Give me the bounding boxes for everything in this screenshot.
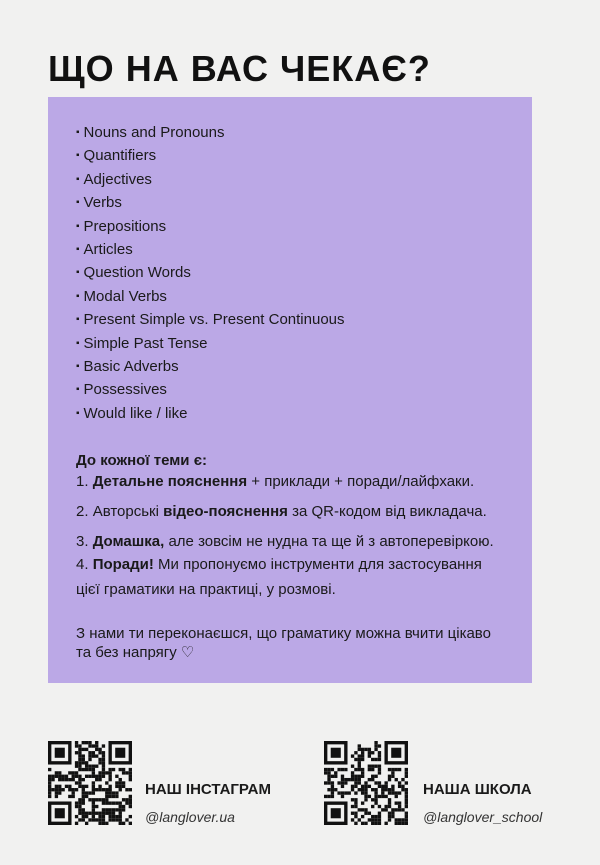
feature-1: 1. Детальне пояснення + приклади + поради/лайфхаки. xyxy=(76,473,475,490)
topic-item: ▪ Simple Past Tense xyxy=(76,334,345,357)
topic-item: ▪ Adjectives xyxy=(76,170,345,193)
topic-item: ▪ Would like / like xyxy=(76,404,345,427)
topic-item: ▪ Quantifiers xyxy=(76,146,345,169)
topic-item: ▪ Verbs xyxy=(76,193,345,216)
content-box xyxy=(48,97,532,683)
topic-item: ▪ Present Simple vs. Present Continuous xyxy=(76,310,345,333)
instagram-label: НАШ ІНСТАГРАМ xyxy=(145,781,271,798)
topic-item: ▪ Articles xyxy=(76,240,345,263)
topics-list xyxy=(76,123,345,427)
school-label: НАША ШКОЛА xyxy=(423,781,532,798)
topic-item: ▪ Question Words xyxy=(76,263,345,286)
feature-2: 2. Авторські відео-пояснення за QR-кодом від викладача. xyxy=(76,503,487,520)
topic-item: ▪ Basic Adverbs xyxy=(76,357,345,380)
topic-item: ▪ Nouns and Pronouns xyxy=(76,123,345,146)
features-heading: До кожної теми є: xyxy=(76,452,207,469)
feature-4-cont: цієї граматики на практиці, у розмові. xyxy=(76,581,336,598)
closing-line-2: та без напрягу ♡ xyxy=(76,644,195,661)
heart-icon: ♡ xyxy=(180,644,195,661)
topic-item: ▪ Prepositions xyxy=(76,217,345,240)
feature-3: 3. Домашка, але зовсім не нудна та ще й з автоперевіркою. xyxy=(76,533,494,550)
topic-item: ▪ Modal Verbs xyxy=(76,287,345,310)
closing-line-1: З нами ти переконаєшся, що граматику можна вчити цікаво xyxy=(76,625,491,642)
topic-item: ▪ Possessives xyxy=(76,380,345,403)
instagram-qr-code[interactable] xyxy=(48,741,132,825)
page-title: ЩО НА ВАС ЧЕКАЄ? xyxy=(48,48,431,89)
feature-4: 4. Поради! Ми пропонуємо інструменти для застосування xyxy=(76,556,482,573)
school-qr-code[interactable] xyxy=(324,741,408,825)
school-handle: @langlover_school xyxy=(423,809,543,825)
instagram-handle: @langlover.ua xyxy=(145,809,235,825)
